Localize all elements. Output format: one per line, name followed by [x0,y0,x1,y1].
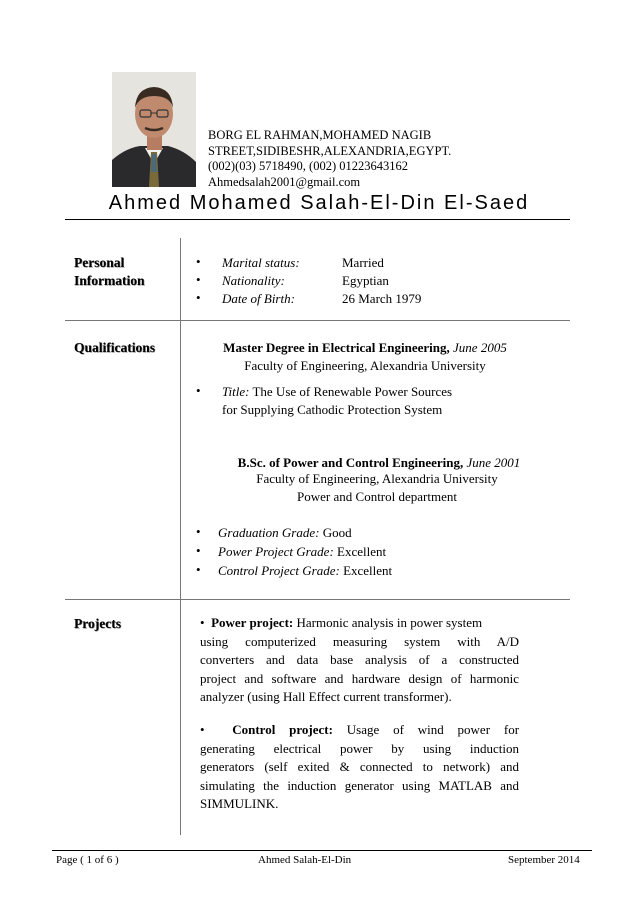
column-divider [180,238,181,835]
projects-title: Projects [74,616,121,631]
full-name: Ahmed Mohamed Salah-El-Din El-Saed [108,192,530,214]
footer-date: September 2014 [508,854,580,866]
footer-divider [52,850,592,851]
masters-degree: Master Degree in Electrical Engineering, June 2005 [223,340,507,355]
page-number: Page ( 1 of 6 ) [56,854,119,866]
section-divider [65,599,570,600]
address-line-1: BORG EL RAHMAN,MOHAMED NAGIB [208,128,432,142]
personal-information-title: Personal Information [74,255,145,288]
phone-numbers: (002)(03) 5718490, (002) 01223643162 [208,159,408,173]
footer-author: Ahmed Salah-El-Din [258,854,352,866]
bsc-degree: B.Sc. of Power and Control Engineering, June 2001 [237,455,521,470]
section-divider [65,320,570,321]
bsc-department: Power and Control department [297,489,457,504]
qualifications-title: Qualifications [74,340,156,355]
name-underline [65,219,570,220]
masters-faculty: Faculty of Engineering, Alexandria University [244,358,486,373]
bsc-faculty: Faculty of Engineering, Alexandria University [256,471,498,486]
profile-photo [112,72,196,187]
email-address: Ahmedsalah2001@gmail.com [208,174,361,189]
address-line-2: STREET,SIDIBESHR,ALEXANDRIA,EGYPT. [208,143,452,158]
contact-info [208,128,451,190]
